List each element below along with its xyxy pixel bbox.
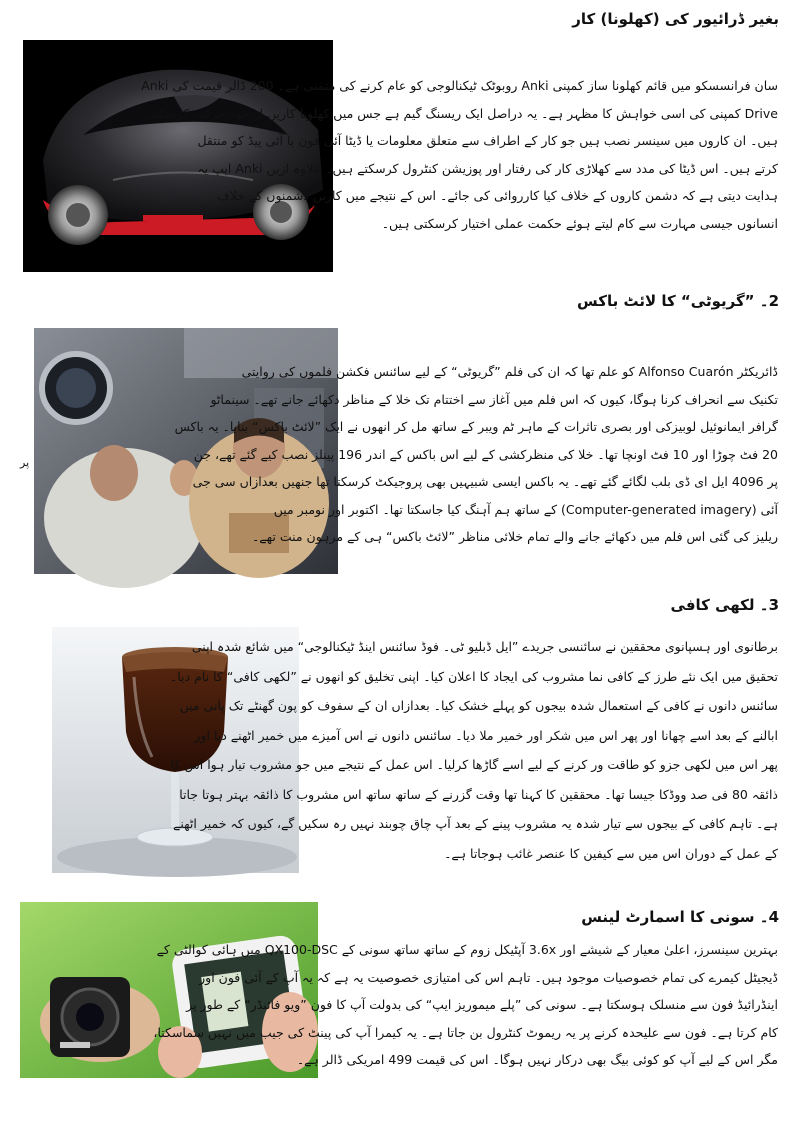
text-line: ڈائریکٹر Alfonso Cuarón کو علم تھا کہ ان کی فلم ”گریوٹی“ کے لیے سائنس فکشن فلموں کی روایتی <box>241 364 778 379</box>
article-2-body <box>174 358 778 551</box>
article-1-body <box>141 72 778 237</box>
text-line: برطانوی اور ہسپانوی محققین نے سائنسی جریدے ”ایل ڈبلیو ٹی۔ فوڈ سائنس اینڈ ٹیکنالوجی“ میں شائع شدہ اپنی <box>191 639 778 654</box>
text-line: کرتے ہیں۔ اس ڈیٹا کی مدد سے کھلاڑی کار کی رفتار اور پوزیشن کنٹرول کرسکتے ہیں۔ علاوہ ازیں Anki ایپ یہ <box>197 160 778 176</box>
text-line: پھر اس میں لکھی جزو کو طاقت ور کرنے کے لیے اسے گاڑھا کرلیا۔ اس عمل کے نتیجے میں جو مشروب تیار ہوا اس کا <box>170 757 778 772</box>
text-line: ڈیجیٹل کیمرے کی تمام خصوصیات موجود ہیں۔ تاہم اس کی امتیازی خصوصیت یہ ہے کہ یہ آپ کے آئی فون اور <box>199 969 778 985</box>
text-line: کے عمل کے دوران اس میں سے کیفین کا عنصر غائب ہوجاتا ہے۔ <box>444 845 778 861</box>
text-line: پر 4096 ایل ای ڈی بلب لگائے گئے تھے۔ یہ باکس ایسی شبیہیں بھی پروجیکٹ کرسکتا تھا جنھیں بعدازاں سی جی <box>192 474 778 489</box>
text-line: کام کرتا ہے۔ فون سے علیحدہ کرنے پر یہ ریموٹ کنٹرول بن جاتا ہے۔ یہ کیمرا آپ کی پینٹ کی جیب میں نہیں سماسکتا، <box>153 1024 778 1040</box>
text-line: Drive کمپنی کی اسی خواہش کا مظہر ہے۔ یہ دراصل ایک ریسنگ گیم ہے جس میں کھلونا کاریں از خود حرکت کرسکتی <box>144 105 778 121</box>
text-line: ابالنے کے بعد اسے چھانا اور پھر اس میں شکر اور خمیر ملا دیا۔ سائنس دانوں نے اس آمیزے میں خمیر اٹھنے دیا اور <box>194 727 778 743</box>
text-line: انسانوں جیسی مہارت سے کام لیتے ہوئے حکمت عملی اختیار کرسکتی ہیں۔ <box>381 215 778 231</box>
text-line: سان فرانسسکو میں قائم کھلونا ساز کمپنی Anki روبوٹک ٹیکنالوجی کو عام کرنے کی متمنی ہے۔ 200 ڈالر قیمت کی Anki <box>141 78 778 93</box>
article-1-heading: بغیر ڈرائیور کی (کھلونا) کار <box>572 10 779 28</box>
text-line: 20 فٹ چوڑا اور 10 فٹ اونچا تھا۔ خلا کی منظرکشی کے لیے اس باکس کے اندر 196 پینلز نصب کیے گئے تھے، جن <box>193 446 778 462</box>
article-4-body <box>153 936 778 1074</box>
text-line: ہدایت دیتی ہے کہ دشمن کاروں کے خلاف کیا کارروائی کی جائے۔ اس کے نتیجے میں کاریں دشمنوں کے خلاف <box>216 188 778 203</box>
text-line: ہے۔ تاہم کافی کے بیجوں سے تیار شدہ یہ مشروب پینے کے بعد آپ چاق چوبند نہیں رہ سکیں گے، کیوں کہ خمیر اٹھنے <box>173 816 778 831</box>
article-3-body <box>169 632 778 868</box>
article-3-heading: 3۔ لکھی کافی <box>670 596 779 614</box>
text-line: ریلیز کی گئی اس فلم میں دکھائے جانے والے تمام خلائی مناظر ”لائٹ باکس“ ہی کے مرہون منت تھے۔ <box>251 529 778 544</box>
article-4-heading: 4۔ سونی کا اسمارٹ لینس <box>581 908 779 926</box>
text-line: تحقیق میں ایک نئے طرز کے کافی نما مشروب کی ایجاد کا اعلان کیا۔ اپنی تخلیق کو انھوں نے ”لکھی کافی“ کا نام دیا۔ <box>169 668 778 684</box>
text-line: ذائقہ 80 فی صد ووڈکا جیسا تھا۔ محققین کا کہنا تھا وقت گزرنے کے ساتھ ساتھ اس مشروب کا ذائقہ بہتر ہوتا جاتا <box>179 786 778 802</box>
article-2-heading: 2۔ ”گریوٹی“ کا لائٹ باکس <box>577 292 779 310</box>
text-line: مگر اس کے لیے آپ کو کوئی بیگ بھی درکار نہیں ہوگا۔ اس کی قیمت 499 امریکی ڈالر ہے۔ <box>296 1052 778 1067</box>
text-line: اینڈرائیڈ فون سے منسلک ہوسکتا ہے۔ سونی کی ”پلے میموریز ایپ“ کی بدولت آپ کا فون ”ویو فائنڈر“ کے طور پر <box>186 997 778 1012</box>
text-line: ہیں۔ ان کاروں میں سینسر نصب ہیں جو کار کے اطراف سے متعلق معلومات یا ڈیٹا آئی فون یا آئی پیڈ کو منتقل <box>197 133 778 148</box>
text-line: آئی (Computer-generated imagery) کے ساتھ ہم آہنگ کیا جاسکتا تھا۔ اکتوبر اور نومبر میں <box>273 501 778 517</box>
stray-character: پر <box>20 456 30 469</box>
text-line: سائنس دانوں نے کافی کے استعمال شدہ بیجوں کو پہلے خشک کیا۔ بعدازاں ان کے سفوف کو پون گھنٹے تک پانی میں <box>179 698 778 713</box>
text-line: گرافر ایمانوئیل لوبیزکی اور بصری تاثرات کے ماہر ٹم ویبر کے ساتھ مل کر انھوں نے ایک ”لائٹ باکس“ بنایا۔ یہ باکس <box>174 419 778 434</box>
text-line: تکنیک سے انحراف کرنا ہوگا، کیوں کہ اس فلم میں آغاز سے اختتام تک خلا کے مناظر دکھائے جانے تھے۔ سینماٹو <box>210 391 778 407</box>
text-line: بہترین سینسرز، اعلیٰ معیار کے شیشے اور 3.6x آپٹیکل زوم کے ساتھ ساتھ سونی کے QX100-DSC میں ہائی کوالٹی کے <box>156 942 778 957</box>
